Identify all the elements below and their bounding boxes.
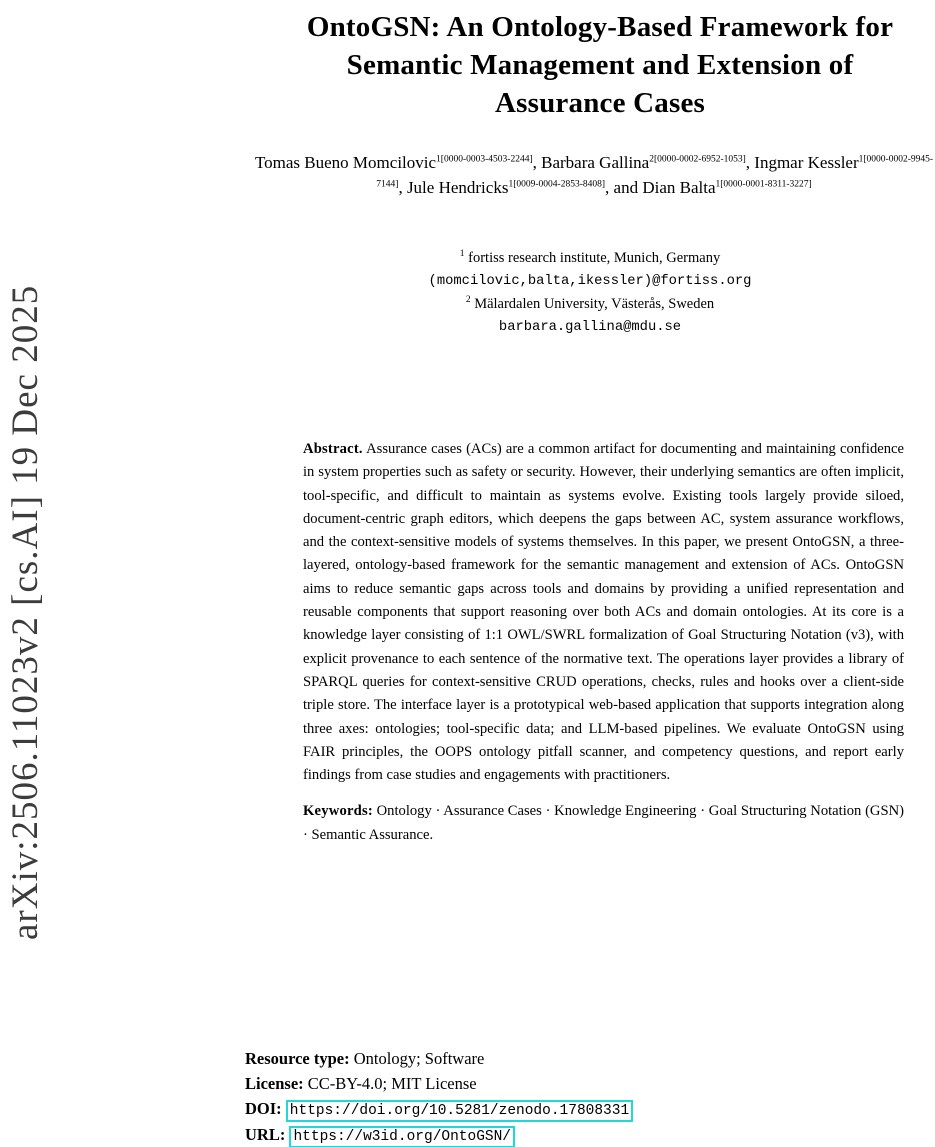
- resource-type-value: Ontology; Software: [353, 1049, 485, 1068]
- affiliation-2-marker: 2: [465, 295, 471, 306]
- arxiv-watermark: arXiv:2506.11023v2 [cs.AI] 19 Dec 2025: [5, 284, 46, 940]
- affiliation-1: [245, 247, 935, 270]
- author-separator: ,: [745, 153, 755, 172]
- paper-title-line3: Assurance Cases: [494, 87, 706, 119]
- resource-type-row: [245, 1046, 935, 1071]
- author-4-orcid: 1[0009-0004-2853-8408]: [508, 179, 606, 190]
- abstract-label: Abstract.: [303, 441, 363, 457]
- author-4: [407, 178, 642, 197]
- paper-title-line1: OntoGSN: An Ontology-Based Framework for: [306, 11, 894, 43]
- author-5: [642, 178, 811, 197]
- author-1: [255, 153, 541, 172]
- doi-label: DOI:: [245, 1099, 282, 1118]
- doi-link[interactable]: https://doi.org/10.5281/zenodo.17808331: [286, 1100, 633, 1122]
- abstract: [303, 438, 904, 787]
- resource-info: [245, 1046, 935, 1147]
- paper-title-line2: Semantic Management and Extension of: [346, 49, 854, 81]
- url-link[interactable]: https://w3id.org/OntoGSN/: [289, 1126, 515, 1147]
- paper-title: [250, 8, 935, 122]
- affiliation-1-name: fortiss research institute, Munich, Germany: [468, 250, 721, 266]
- affiliation-2-email: barbara.gallina@mdu.se: [498, 320, 682, 335]
- url-row: [245, 1122, 935, 1147]
- affiliation-2: [245, 293, 935, 316]
- affiliation-1-marker: 1: [459, 249, 465, 260]
- author-4-name: Jule Hendricks: [406, 178, 509, 197]
- url-label: URL:: [245, 1125, 286, 1144]
- license-label: License:: [245, 1074, 304, 1093]
- author-2-name: Barbara Gallina: [541, 153, 650, 172]
- author-3-name: Ingmar Kessler: [754, 153, 859, 172]
- author-2-orcid: 2[0000-0002-6952-1053]: [649, 154, 746, 165]
- author-list: [248, 150, 935, 200]
- author-1-orcid: 1[0000-0003-4503-2244]: [436, 154, 533, 165]
- keywords-text: Ontology · Assurance Cases · Knowledge Engineering · Goal Structuring Notation (GSN) · Semantic Assurance.: [303, 803, 904, 843]
- license-row: [245, 1071, 935, 1096]
- affiliation-2-name: Mälardalen University, Västerås, Sweden: [474, 296, 715, 312]
- resource-type-label: Resource type:: [245, 1049, 350, 1068]
- author-separator: , and: [605, 178, 643, 197]
- abstract-block: [303, 438, 904, 847]
- author-5-name: Dian Balta: [642, 178, 716, 197]
- keywords-label: Keywords:: [303, 803, 373, 820]
- author-3-orcid: 1[0000-0002-9945-7144]: [376, 154, 934, 190]
- author-2: [541, 153, 754, 172]
- author-5-orcid: 1[0000-0001-8311-3227]: [715, 179, 812, 190]
- author-1-name: Tomas Bueno Momcilovic: [254, 153, 437, 172]
- abstract-text: Assurance cases (ACs) are a common artifact for documenting and maintaining confidence in system properties such as safety or security. However, their underlying semantics are often implicit, tool-specific, and difficult to maintain as systems evolve. Existing tools largely provide siloed, document-centric graph editors, which deepens the gaps between AC, system assurance workflows, and the context-sensitive models of systems themselves. In this paper, we present OntoGSN, a three-layered, ontology-based framework for the semantic management and extension of ACs. OntoGSN aims to reduce semantic gaps across tools and domains by providing a unified representation and reusable components that support reasoning over both ACs and domain ontologies. At its core is a knowledge layer consisting of 1:1 OWL/SWRL formalization of Goal Structuring Notation (v3), with explicit provenance to each sentence of the normative text. The operations layer provides a library of SPARQL queries for context-sensitive CRUD operations, checks, rules and hooks over a client-side triple store. The interface layer is a prototypical web-based application that supports integration along three axes: ontologies; tool-specific data; and LLM-based pipelines. We evaluate OntoGSN using FAIR principles, the OOPS ontology pitfall scanner, and competency questions, and report early findings from case studies and engagements with practitioners.: [303, 441, 904, 784]
- license-value: CC-BY-4.0; MIT License: [307, 1074, 477, 1093]
- affiliations: [245, 247, 935, 339]
- affiliation-1-email: (momcilovic,balta,ikessler)@fortiss.org: [428, 274, 752, 289]
- author-separator: ,: [532, 153, 542, 172]
- keywords: [303, 800, 904, 847]
- author-separator: ,: [398, 178, 407, 197]
- doi-row: [245, 1096, 935, 1122]
